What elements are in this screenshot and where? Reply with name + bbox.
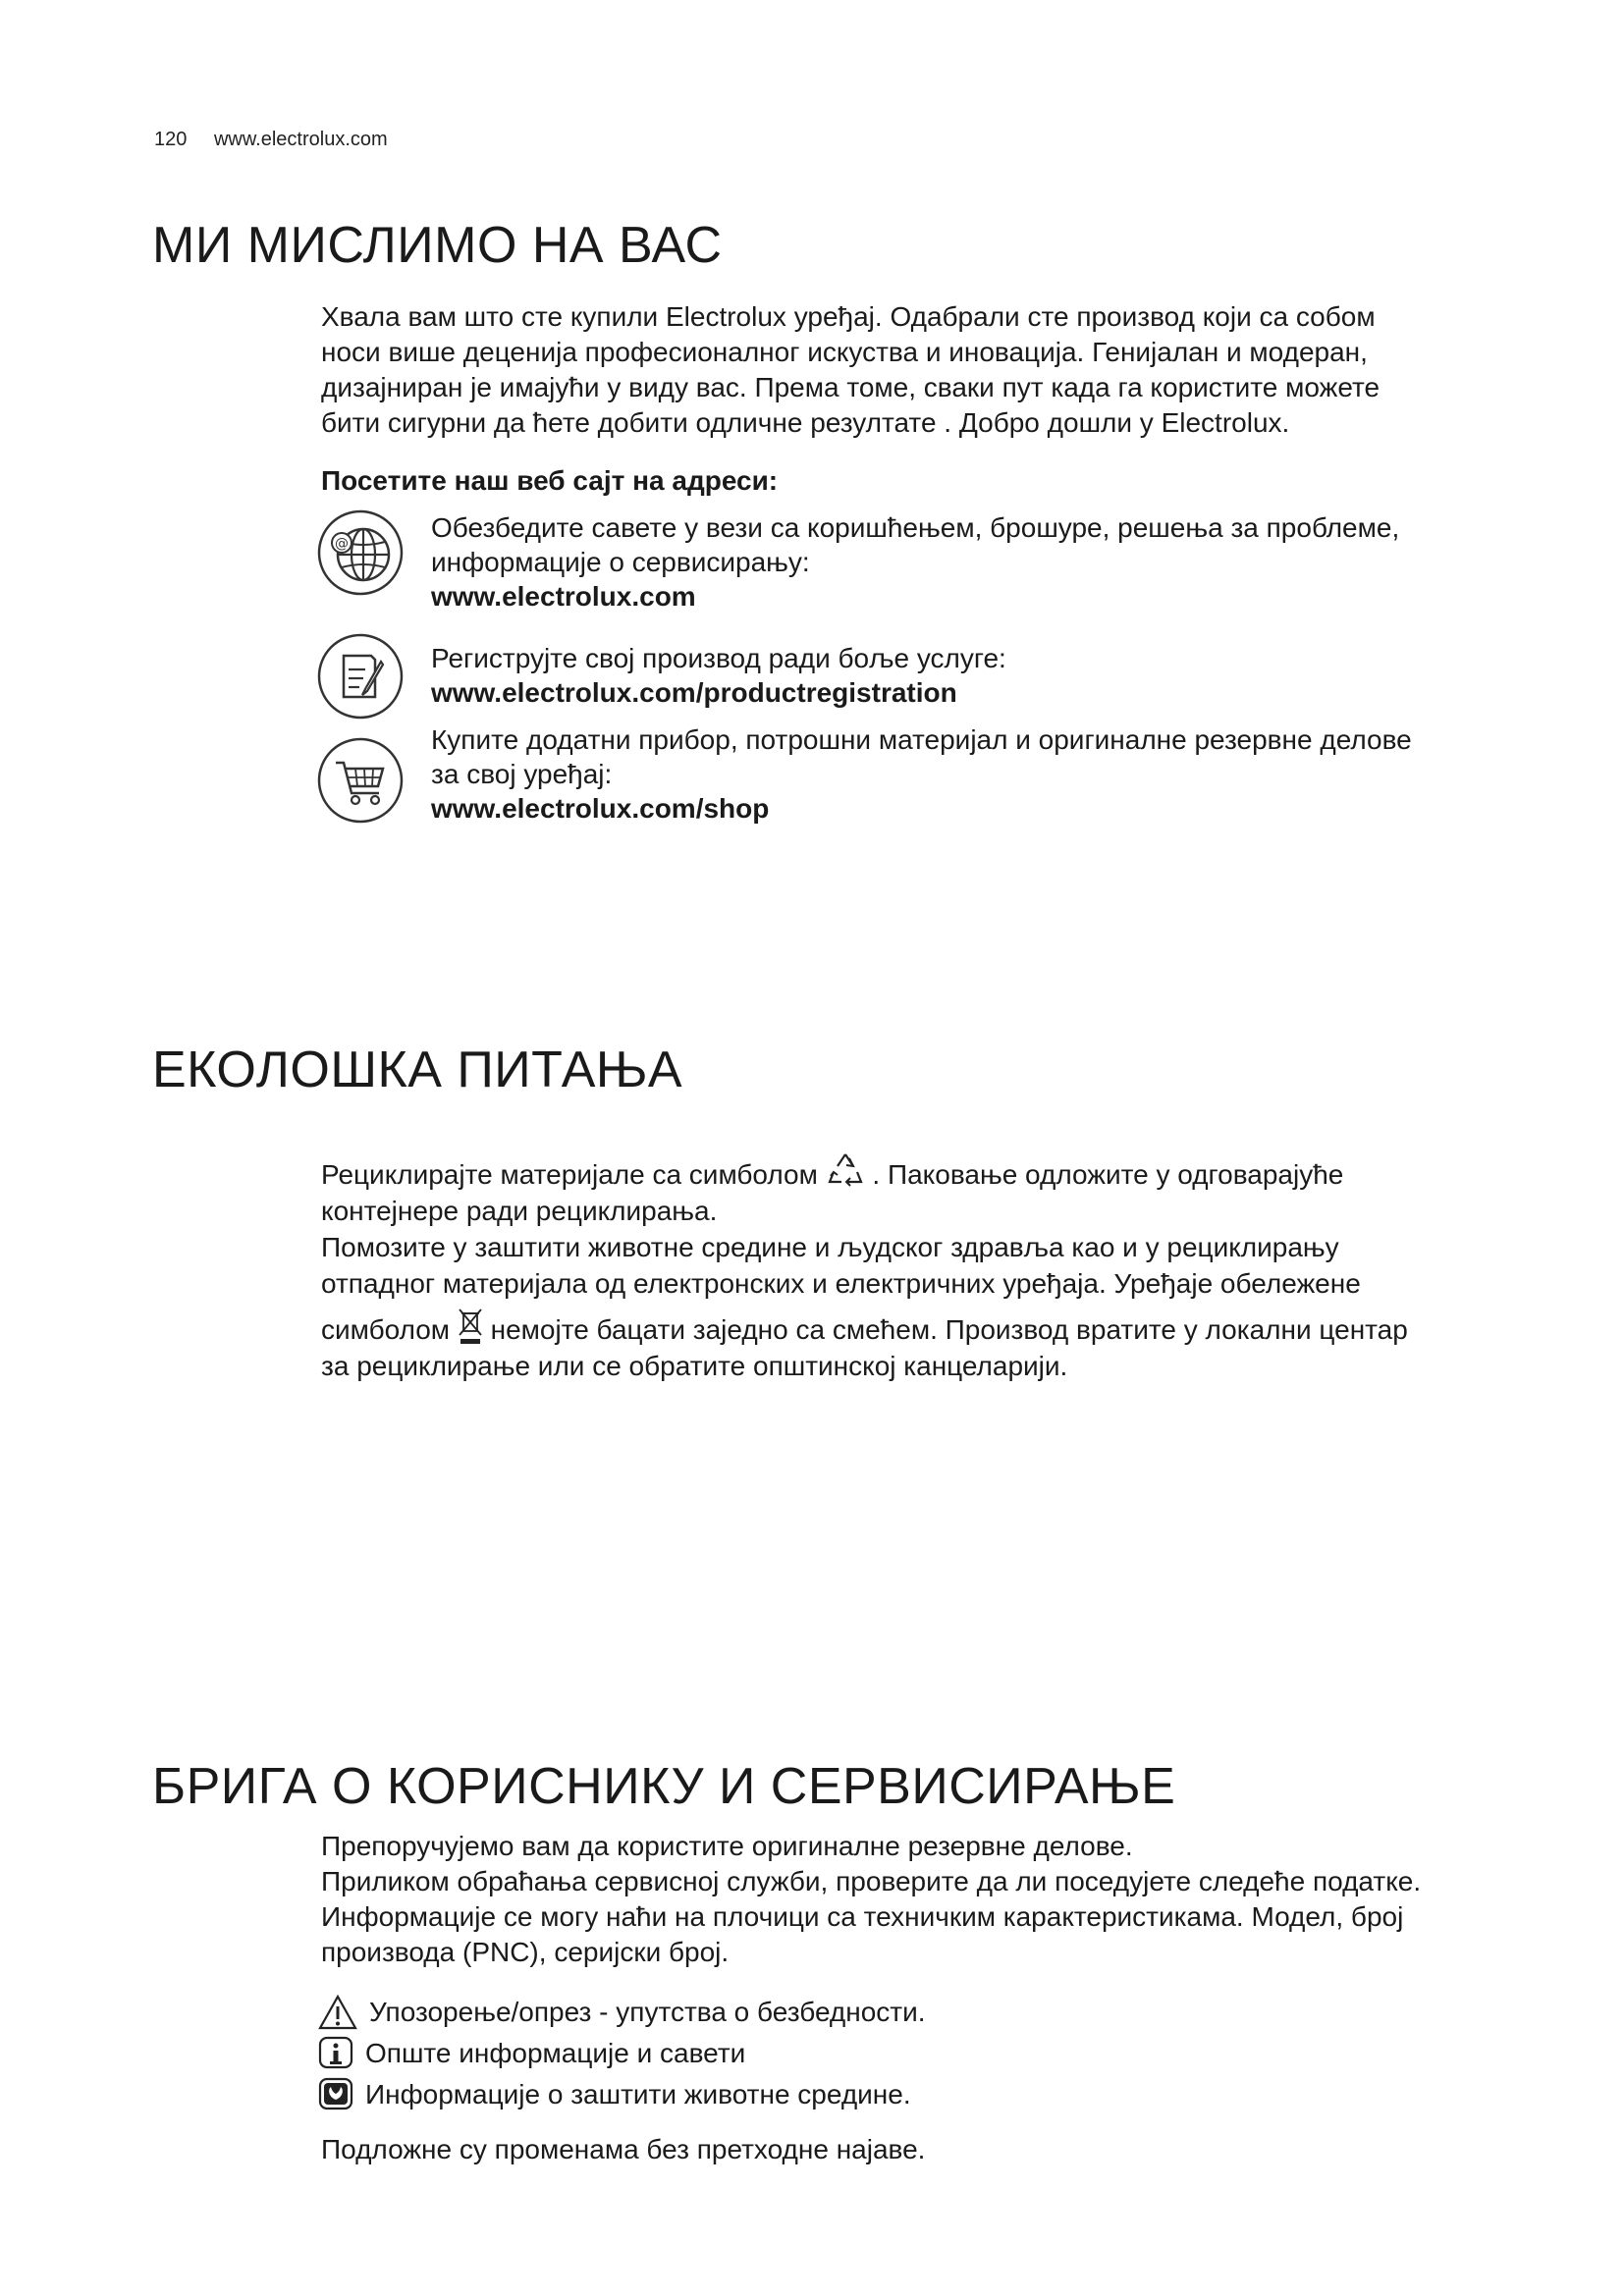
legend-text: Информације о заштити животне средине.: [365, 2079, 911, 2109]
eco-line: симболом: [321, 1314, 451, 1345]
link-url-shop[interactable]: www.electrolux.com/shop: [431, 793, 770, 824]
link-url-support[interactable]: www.electrolux.com: [431, 581, 696, 612]
page-number: 120: [154, 129, 188, 150]
legend-text: Упозорење/опрез - упутства о безбедности.: [369, 1997, 926, 2027]
eco-line: контејнере ради рециклирања.: [321, 1196, 718, 1226]
page-header: [154, 129, 388, 151]
eco-line: . Паковање одложите у одговарајуће: [872, 1159, 1344, 1190]
environment-icon: [318, 2077, 353, 2110]
intro-line: дизајниран је имајући у виду вас. Према томе, сваки пут када га користите можете: [321, 372, 1380, 402]
eco-line: Помозите у заштити животне средине и људског здравља као и у рециклирању: [321, 1232, 1339, 1262]
link-desc: Купите додатни прибор, потрошни материјал и оригиналне резервне делове: [431, 724, 1412, 755]
eco-line: за рециклирање или се обратите општинској канцеларији.: [321, 1351, 1068, 1381]
section-title-thinking: МИ МИСЛИМО НА ВАС: [152, 217, 723, 274]
care-line: Приликом обраћања сервисној служби, проверите да ли поседујете следеће податке.: [321, 1866, 1422, 1896]
intro-line: носи више деценија професионалног искуства и иновација. Генијалан и модеран,: [321, 337, 1368, 367]
care-line: Препоручујемо вам да користите оригиналне резервне делове.: [321, 1831, 1133, 1861]
intro-line: бити сигурни да ћете добити одличне резултате . Добро дошли у Electrolux.: [321, 407, 1290, 438]
link-desc: Региструјте свој производ ради боље услуге:: [431, 643, 1006, 673]
section-title-care: БРИГА О КОРИСНИКУ И СЕРВИСИРАЊЕ: [152, 1758, 1176, 1815]
shopping-cart-icon: [316, 736, 405, 825]
header-site: www.electrolux.com: [213, 129, 388, 150]
recycle-icon: [826, 1150, 865, 1190]
footer-note: Подложне су променама без претходне најаве.: [321, 2134, 926, 2164]
visit-label: Посетите наш веб сајт на адреси:: [321, 465, 779, 496]
care-line: производа (PNC), серијски број.: [321, 1937, 730, 1967]
globe-at-icon: [316, 508, 405, 597]
svg-text:@: @: [335, 536, 349, 552]
link-desc: информације о сервисирању:: [431, 547, 810, 577]
link-desc: Обезбедите савете у вези са коришћењем, брошуре, решења за проблеме,: [431, 512, 1400, 543]
thinking-intro: [321, 299, 1499, 441]
section-title-eco: ЕКОЛОШКА ПИТАЊА: [152, 1041, 683, 1098]
care-line: Информације се могу наћи на плочици са техничким карактеристикама. Модел, број: [321, 1901, 1404, 1932]
eco-line: отпадног материјала од електронских и електричних уређаја. Уређаје обележене: [321, 1268, 1361, 1299]
care-intro: [321, 1829, 1499, 1970]
intro-line: Хвала вам што сте купили Electrolux уређај. Одабрали сте производ који са собом: [321, 301, 1376, 332]
warning-icon: [318, 1995, 357, 2030]
info-icon: [318, 2036, 353, 2069]
eco-line: Рециклирајте материјале са симболом: [321, 1159, 818, 1190]
eco-line: немојте бацати заједно са смећем. Производ вратите у локални центар: [490, 1314, 1408, 1345]
link-desc: за свој уређај:: [431, 759, 613, 789]
registration-form-icon: [316, 632, 405, 721]
legend-text: Опште информације и савети: [365, 2038, 746, 2068]
link-url-registration[interactable]: www.electrolux.com/productregistration: [431, 677, 957, 708]
eco-text: [321, 1150, 1499, 1384]
crossed-bin-icon: [458, 1308, 483, 1345]
